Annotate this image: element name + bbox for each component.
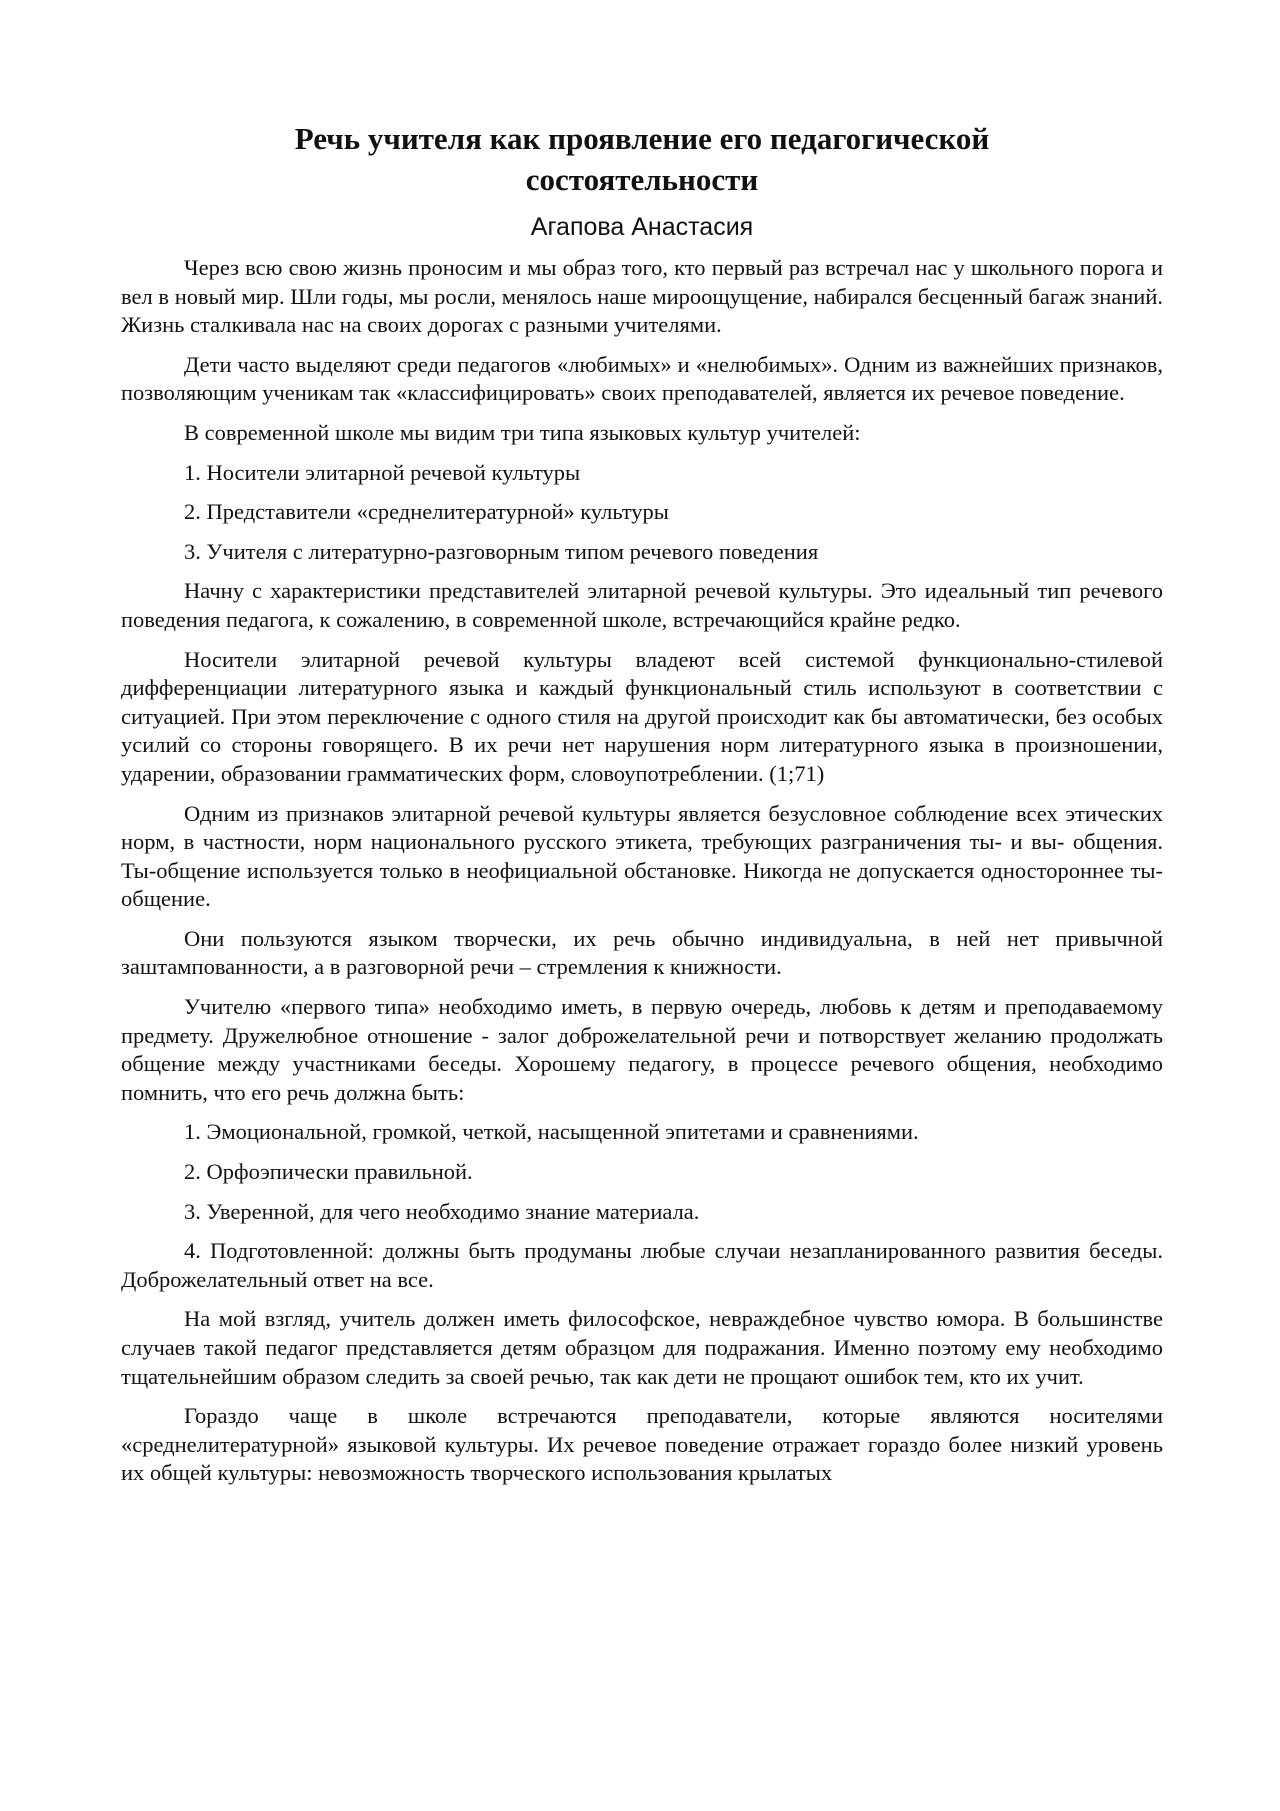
- paragraph-5: Носители элитарной речевой культуры владеют всей системой функционально-стилевой дифференциации литературного языка и каждый функциональный стиль используют в соответствии с ситуацией. При этом переключение с одного стиля на другой происходит как бы автоматически, без особых усилий со стороны говорящего. В их речи нет нарушения норм литературного языка в произношении, ударении, образовании грамматических форм, словоупотреблении. (1;71): [121, 646, 1163, 786]
- list-item: 3. Уверенной, для чего необходимо знание материала.: [184, 1198, 700, 1224]
- paragraph-10: Гораздо чаще в школе встречаются преподаватели, которые являются носителями «среднелитературной» языковой культуры. Их речевое поведение отражает гораздо более низкий уровень их общей культуры: невозможность творческого использования крылатых: [121, 1403, 1163, 1486]
- title-line-2: состоятельности: [525, 162, 759, 197]
- list-item: 2. Представители «среднелитературной» культуры: [184, 499, 669, 525]
- list-item: 1. Носители элитарной речевой культуры: [184, 459, 581, 485]
- document-title: [121, 118, 1163, 200]
- paragraph-2: Дети часто выделяют среди педагогов «любимых» и «нелюбимых». Одним из важнейших признаков, позволяющим ученикам так «классифицировать» своих преподавателей, является их речевое поведение.: [121, 351, 1163, 406]
- paragraph-6: Одним из признаков элитарной речевой культуры является безусловное соблюдение всех этических норм, в частности, норм национального русского этикета, требующих разграничения ты- и вы- общения. Ты-общение используется только в неофициальной обстановке. Никогда не допускается одностороннее ты-общение.: [121, 800, 1163, 912]
- paragraph-7: Они пользуются языком творчески, их речь обычно индивидуальна, в ней нет привычной заштампованности, а в разговорной речи – стремления к книжности.: [121, 925, 1163, 980]
- list-item: 1. Эмоциональной, громкой, четкой, насыщенной эпитетами и сравнениями.: [184, 1119, 919, 1145]
- paragraph-9: На мой взгляд, учитель должен иметь философское, невраждебное чувство юмора. В большинстве случаев такой педагог представляется детям образцом для подражания. Именно поэтому ему необходимо тщательнейшим образом следить за своей речью, так как дети не прощают ошибок тем, кто их учит.: [121, 1306, 1163, 1389]
- paragraph-1: Через всю свою жизнь проносим и мы образ того, кто первый раз встречал нас у школьного порога и вел в новый мир. Шли годы, мы росли, менялось наше мироощущение, набирался бесценный багаж знаний. Жизнь сталкивала нас на своих дорогах с разными учителями.: [121, 255, 1163, 338]
- author-name: Агапова Анастасия: [530, 213, 754, 241]
- list-item: 4. Подготовленной: должны быть продуманы любые случаи незапланированного развития беседы. Доброжелательный ответ на все.: [121, 1238, 1163, 1292]
- title-line-1: Речь учителя как проявление его педагогической: [294, 121, 990, 156]
- paragraph-8: Учителю «первого типа» необходимо иметь, в первую очередь, любовь к детям и преподаваемому предмету. Дружелюбное отношение - залог доброжелательной речи и потворствует желанию продолжать общение между участниками беседы. Хорошему педагогу, в процессе речевого общения, необходимо помнить, что его речь должна быть:: [121, 994, 1163, 1105]
- list-item: 3. Учителя с литературно-разговорным типом речевого поведения: [184, 538, 819, 564]
- paragraph-4: Начну с характеристики представителей элитарной речевой культуры. Это идеальный тип речевого поведения педагога, к сожалению, в современной школе, встречающийся крайне редко.: [121, 578, 1163, 632]
- document-page: [121, 118, 1163, 1499]
- list-item: 2. Орфоэпически правильной.: [184, 1159, 473, 1185]
- paragraph-3: В современной школе мы видим три типа языковых культур учителей:: [184, 419, 861, 445]
